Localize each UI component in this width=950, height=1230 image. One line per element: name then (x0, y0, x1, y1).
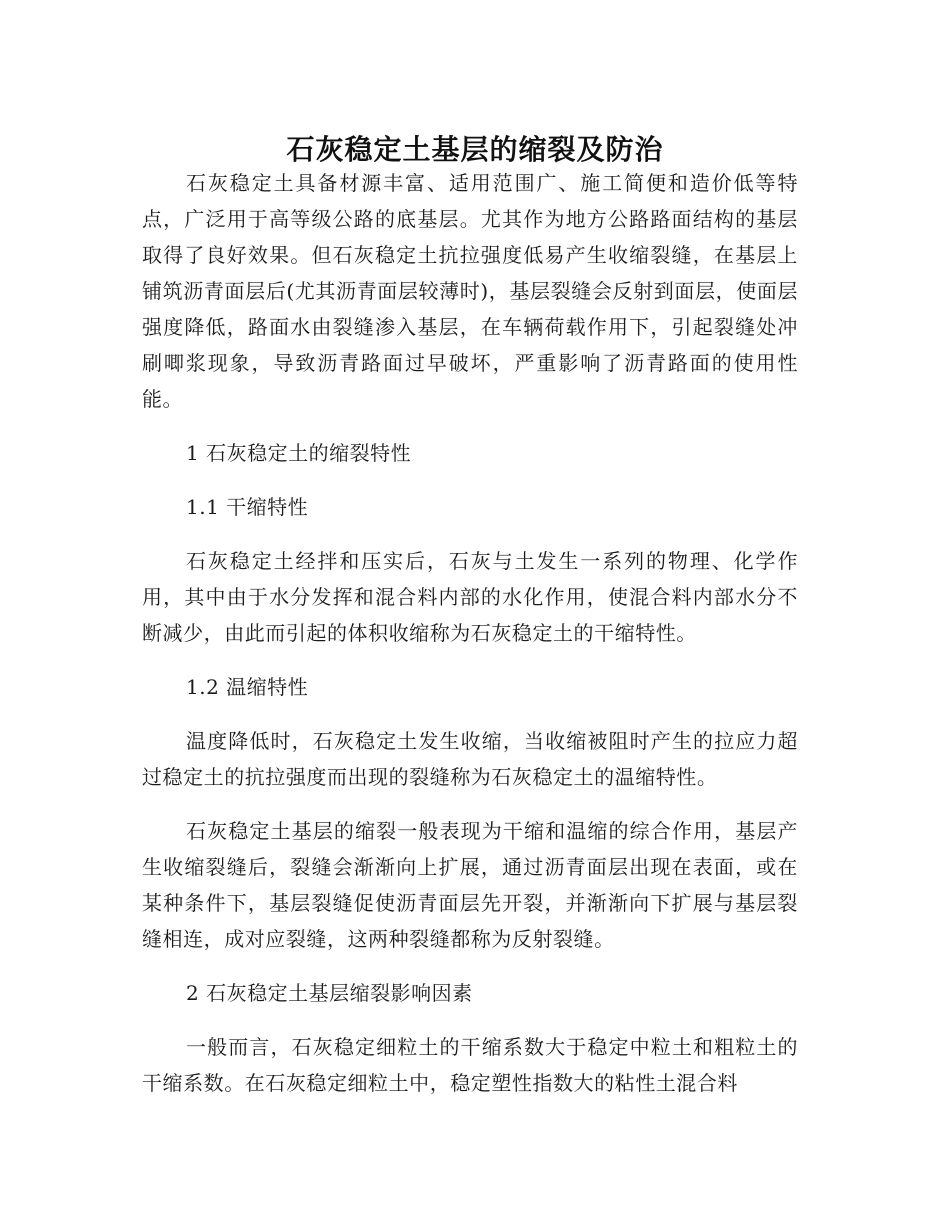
paragraph-influencing-factors: 一般而言，石灰稳定细粒土的干缩系数大于稳定中粒土和粗粒土的干缩系数。在石灰稳定细粒土中，稳定塑性指数大的粘性土混合料 (142, 1035, 798, 1095)
subsection-heading-1-2: 1.2 温缩特性 (186, 675, 309, 699)
document-title: 石灰稳定土基层的缩裂及防治 (286, 132, 664, 166)
section-heading-2: 2 石灰稳定土基层缩裂影响因素 (186, 981, 473, 1005)
document-body (142, 165, 798, 1119)
paragraph-reflective-cracks: 石灰稳定土基层的缩裂一般表现为干缩和温缩的综合作用，基层产生收缩裂缝后，裂缝会渐渐向上扩展，通过沥青面层出现在表面，或在某种条件下，基层裂缝促使沥青面层先开裂，并渐渐向下扩展与基层裂缝相连，成对应裂缝，这两种裂缝都称为反射裂缝。 (142, 819, 798, 951)
intro-paragraph: 石灰稳定土具备材源丰富、适用范围广、施工简便和造价低等特点，广泛用于高等级公路的底基层。尤其作为地方公路路面结构的基层取得了良好效果。但石灰稳定土抗拉强度低易产生收缩裂缝，在基层上铺筑沥青面层后(尤其沥青面层较薄时)，基层裂缝会反射到面层，使面层强度降低，路面水由裂缝渗入基层，在车辆荷载作用下，引起裂缝处冲刷唧浆现象，导致沥青路面过早破坏，严重影响了沥青路面的使用性能。 (142, 171, 798, 411)
subsection-heading-1-1: 1.1 干缩特性 (186, 495, 309, 519)
paragraph-temperature-shrinkage: 温度降低时，石灰稳定土发生收缩，当收缩被阻时产生的拉应力超过稳定土的抗拉强度而出现的裂缝称为石灰稳定土的温缩特性。 (142, 729, 798, 789)
section-heading-1: 1 石灰稳定土的缩裂特性 (186, 441, 412, 465)
paragraph-dry-shrinkage: 石灰稳定土经拌和压实后，石灰与土发生一系列的物理、化学作用，其中由于水分发挥和混合料内部的水化作用，使混合料内部水分不断减少，由此而引起的体积收缩称为石灰稳定土的干缩特性。 (142, 549, 798, 645)
